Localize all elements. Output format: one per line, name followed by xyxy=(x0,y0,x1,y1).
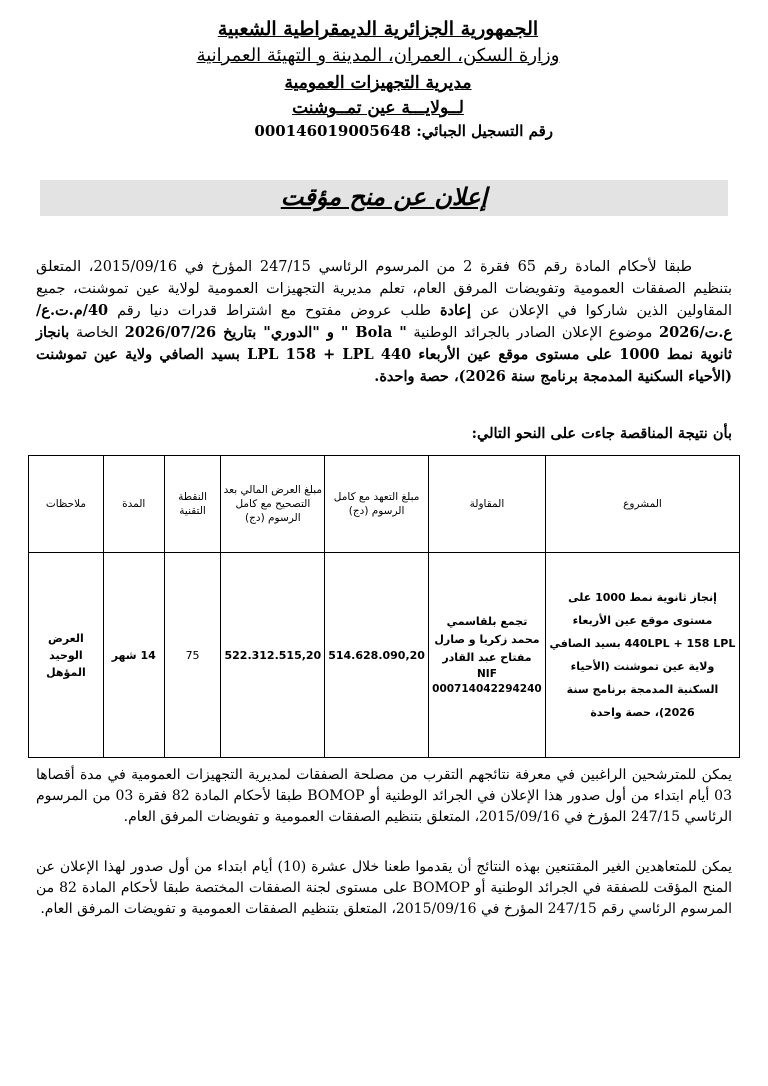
nif-label: NIF xyxy=(477,668,497,680)
tax-label: رقم التسجيل الجبائي: xyxy=(416,122,553,140)
cell-technical-score: 75 xyxy=(164,553,221,758)
cell-financial-offer: 522.312.515,20 xyxy=(221,553,325,758)
header-remarks: ملاحظات xyxy=(29,456,104,553)
header-project: المشروع xyxy=(545,456,739,553)
header-duration: المدة xyxy=(103,456,164,553)
cell-remarks: العرض الوحيد المؤهل xyxy=(29,553,104,758)
contractor-name: تجمع بلقاسمي محمد زكريا و صارل مفتاح عبد القادر xyxy=(434,615,540,664)
tax-number: 000146019005648 xyxy=(254,122,411,140)
p1-text-1: طبقا لأحكام المادة رقم 65 فقرة 2 من المرسوم الرئاسي 247/15 المؤرخ في 2015/09/16، المتعلق بتنظيم الصفقات العمومية وتفويضات المرفق العام، تعلم مديرية التجهيزات العمومية لولاية عين تموشنت، جميع المقاولين الذين شاركوا في الإعلان عن xyxy=(36,259,732,319)
ministry-heading: وزارة السكن، العمران، المدينة و التهيئة العمرانية xyxy=(196,45,560,66)
p1-bold-2: 40/م.ت.ع/ع.ت/2026 xyxy=(36,302,733,341)
table-header-row xyxy=(29,456,740,553)
directorate-heading: مديرية التجهيزات العمومية xyxy=(284,73,472,93)
tax-registration xyxy=(254,122,553,140)
p1-bold-4: بانجاز ثانوية نمط 1000 على مستوى موقع عين الأربعاء LPL 158 + LPL 440 بسيد الصافي ولاية عين تموشنت (الأحياء السكنية المدمجة برنامج سنة 2026)، حصة واحدة. xyxy=(36,324,732,385)
header-financial-offer: مبلغ العرض المالي بعد التصحيح مع كامل الرسوم (دج) xyxy=(221,456,325,553)
results-intro: بأن نتيجة المناقصة جاءت على النحو التالي: xyxy=(471,425,732,442)
header-commitment: مبلغ التعهد مع كامل الرسوم (دج) xyxy=(325,456,429,553)
wilaya-heading: لــولايـــة عين تمــوشنت xyxy=(292,98,464,118)
cell-commitment: 514.628.090,20 xyxy=(325,553,429,758)
cell-project: إنجاز ثانوية نمط 1000 على مستوى موقع عين الأربعاء 440LPL + 158 LPL بسيد الصافي ولاية عين تموشنت (الأحياء السكنية المدمجة برنامج سنة 2026)، حصة واحدة xyxy=(545,553,739,758)
results-table xyxy=(28,455,740,758)
p1-bold-1: إعادة xyxy=(439,302,472,319)
paragraph-appeal: يمكن للمتعاهدين الغير المقتنعين بهذه النتائج أن يقدموا طعنا خلال عشرة (10) أيام ابتداء من أول صدور لهذا الإعلان عن المنح المؤقت للصفقة في الجرائد الوطنية أو BOMOP على مستوى لجنة الصفقات المختصة طبقا لأحكام المادة 82 من المرسوم الرئاسي رقم 247/15 المؤرخ في 2015/09/16، المتعلق بتنظيم الصفقات العمومية و تفويضات المرفق العام. xyxy=(36,859,733,917)
nif-number: 000714042294240 xyxy=(432,683,542,695)
republic-heading: الجمهورية الجزائرية الديمقراطية الشعبية xyxy=(217,18,539,40)
paragraph-legal-basis xyxy=(36,256,732,388)
p1-text-4: الخاصة xyxy=(75,325,119,341)
cell-contractor xyxy=(428,553,545,758)
p1-bold-3: " Bola " و "الدوري" بتاريخ 2026/07/26 xyxy=(124,324,407,341)
header-technical-score: النقطة التقنية xyxy=(164,456,221,553)
table-row xyxy=(29,553,740,758)
header-contractor: المقاولة xyxy=(428,456,545,553)
cell-duration: 14 شهر xyxy=(103,553,164,758)
p1-text-2: طلب عروض مفتوح مع اشتراط قدرات دنيا رقم xyxy=(117,303,432,319)
notice-title: إعلان عن منح مؤقت xyxy=(280,182,488,211)
p1-text-3: موضوع الإعلان الصادر بالجرائد الوطنية xyxy=(413,325,653,341)
paragraph-consultation: يمكن للمترشحين الراغبين في معرفة نتائجهم التقرب من مصلحة الصفقات لمديرية التجهيزات العمومية في مدة أقصاها 03 أيام ابتداء من أول صدور هذا الإعلان في الجرائد الوطنية أو BOMOP طبقا لأحكام المادة 82 فقرة 03 من المرسوم الرئاسي 247/15 المؤرخ في 2015/09/16، المتعلق بتنظيم الصفقات العمومية و تفويضات المرفق العام. xyxy=(36,767,732,825)
